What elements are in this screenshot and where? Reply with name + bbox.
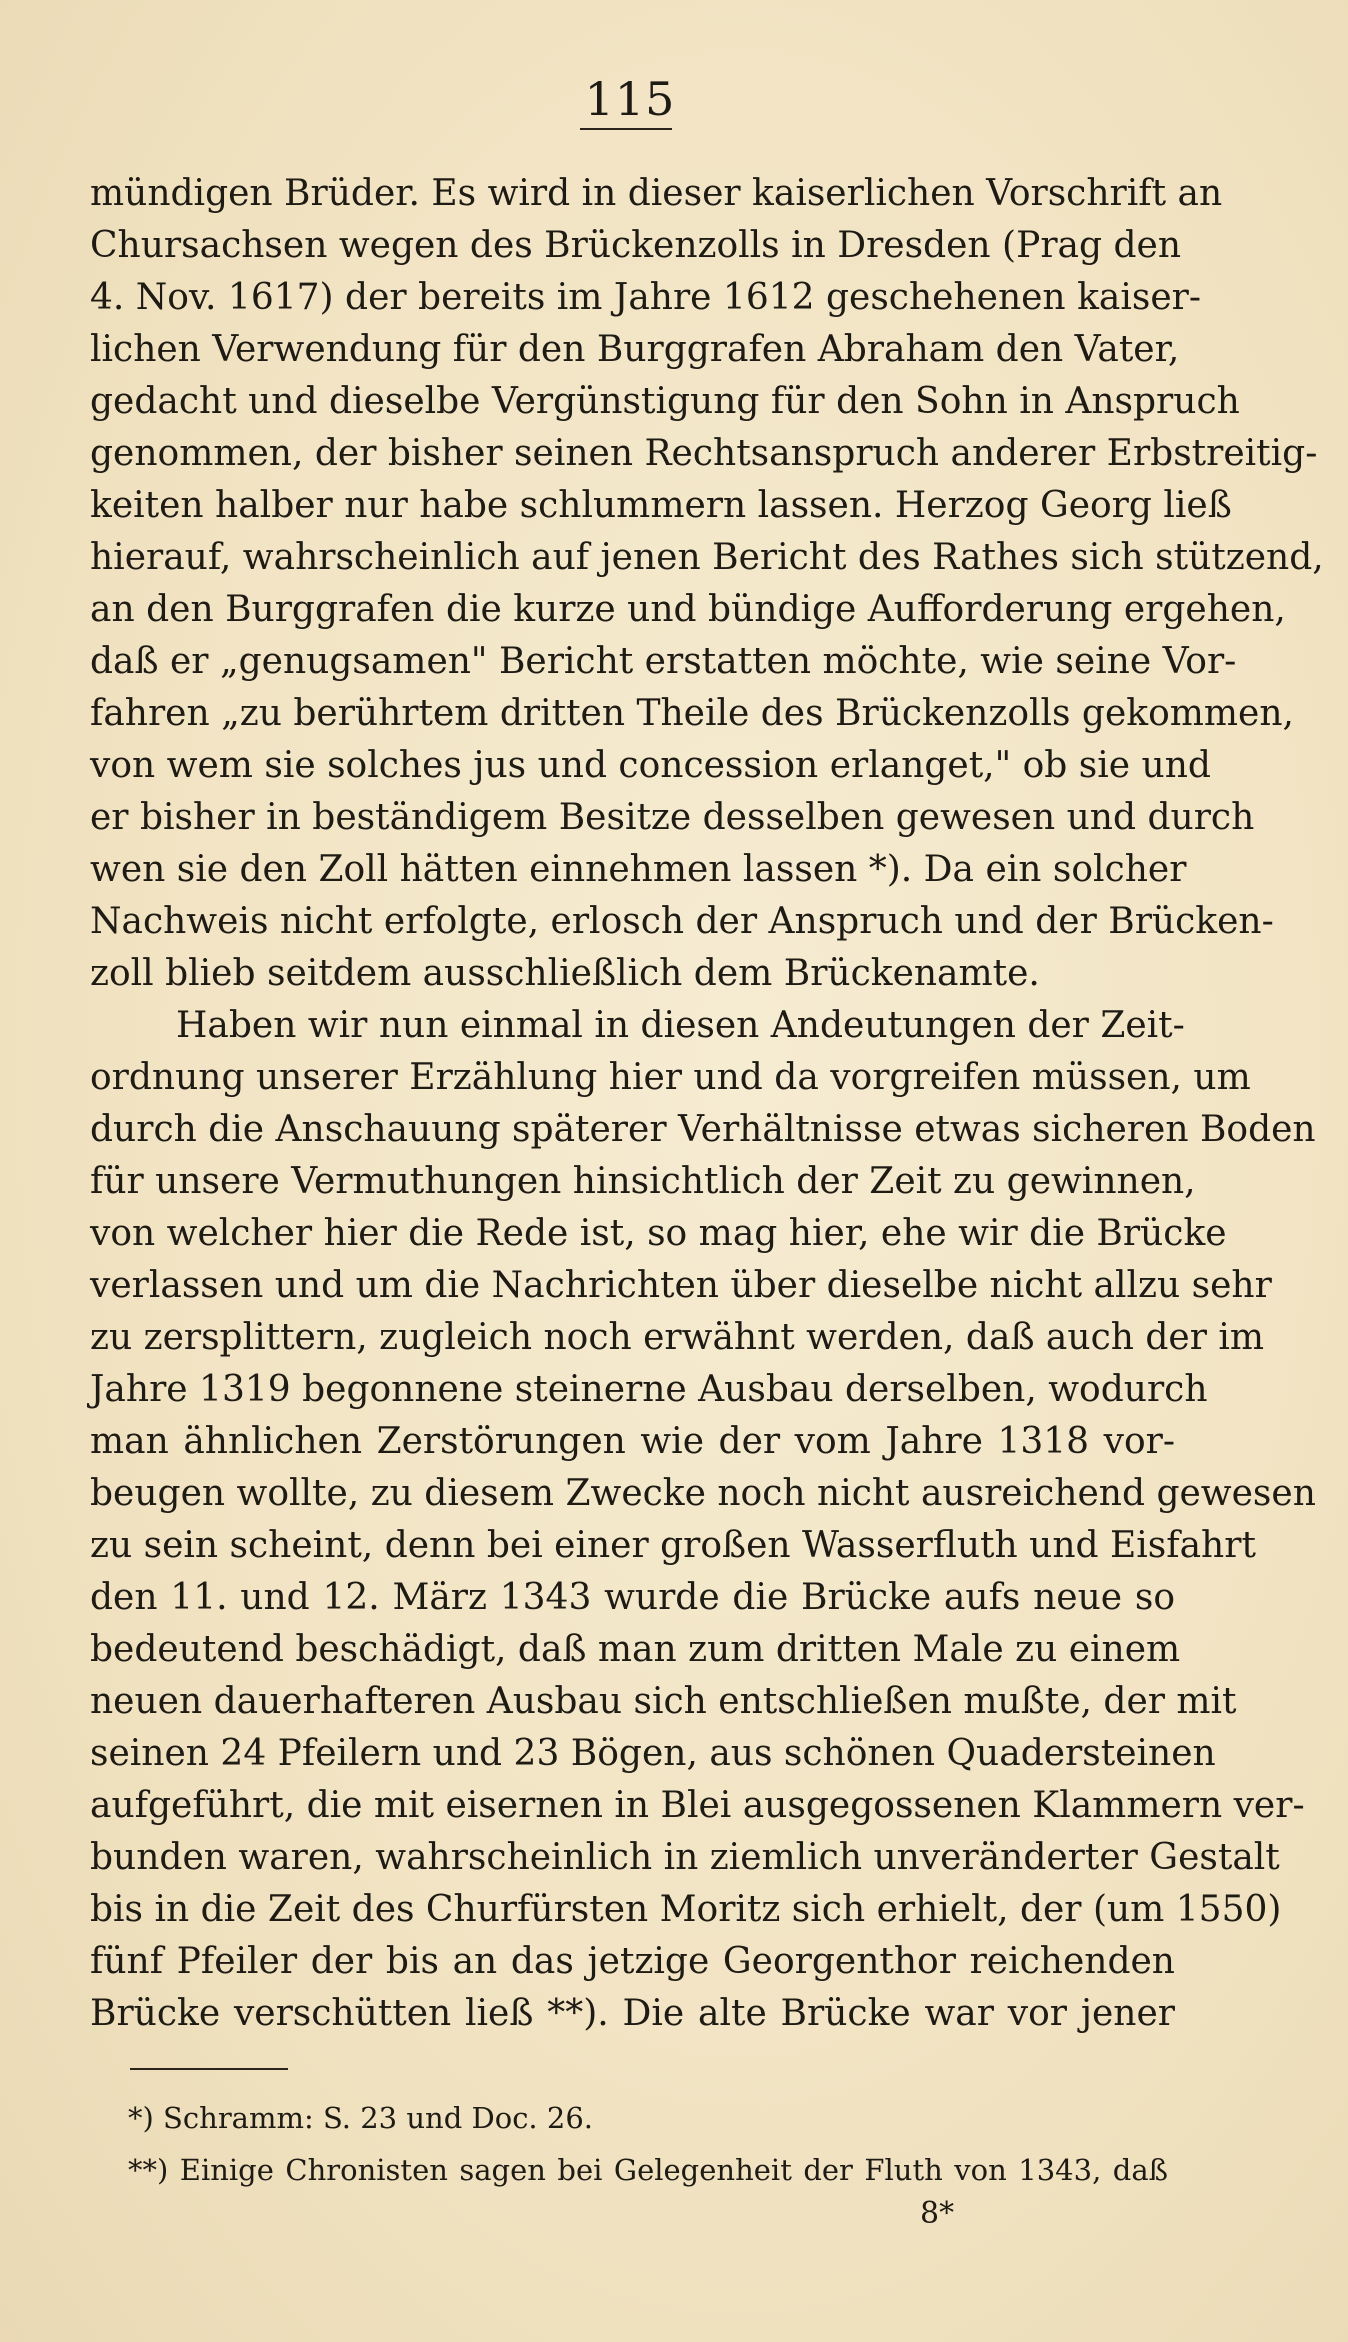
page-number: 115: [584, 72, 676, 126]
footnotes: [128, 2092, 1168, 2196]
footnote: *) Schramm: S. 23 und Doc. 26.: [128, 2101, 593, 2135]
text-line: ordnung unserer Erzählung hier und da vorgreifen müssen, um: [90, 1057, 1251, 1098]
text-line: zu sein scheint, denn bei einer großen Wasserfluth und Eisfahrt: [90, 1525, 1256, 1566]
text-line: daß er „genugsamen" Bericht erstatten möchte, wie seine Vor-: [90, 641, 1237, 682]
text-line: keiten halber nur habe schlummern lassen. Herzog Georg ließ: [90, 485, 1232, 526]
text-line: Brücke verschütten ließ **). Die alte Brücke war vor jener: [90, 1993, 1175, 2034]
text-line: bis in die Zeit des Churfürsten Moritz sich erhielt, der (um 1550): [90, 1889, 1282, 1930]
text-line: zu zersplittern, zugleich noch erwähnt werden, daß auch der im: [90, 1317, 1265, 1358]
footnote: **) Einige Chronisten sagen bei Gelegenheit der Fluth von 1343, daß: [128, 2153, 1168, 2187]
text-line: an den Burggrafen die kurze und bündige Aufforderung ergehen,: [90, 589, 1286, 630]
paragraph-start-line: Haben wir nun einmal in diesen Andeutungen der Zeit-: [176, 1005, 1185, 1046]
text-line: Chursachsen wegen des Brückenzolls in Dresden (Prag den: [90, 225, 1182, 266]
text-line: bedeutend beschädigt, daß man zum dritten Male zu einem: [90, 1629, 1181, 1670]
text-line: fünf Pfeiler der bis an das jetzige Georgenthor reichenden: [90, 1941, 1175, 1982]
text-line: seinen 24 Pfeilern und 23 Bögen, aus schönen Quadersteinen: [90, 1733, 1216, 1774]
text-line: fahren „zu berührtem dritten Theile des Brückenzolls gekommen,: [90, 693, 1294, 734]
text-line: beugen wollte, zu diesem Zwecke noch nicht ausreichend gewesen: [90, 1473, 1316, 1514]
text-line: neuen dauerhafteren Ausbau sich entschließen mußte, der mit: [90, 1681, 1237, 1722]
text-line: wen sie den Zoll hätten einnehmen lassen *). Da ein solcher: [90, 849, 1187, 890]
text-line: 4. Nov. 1617) der bereits im Jahre 1612 geschehenen kaiser-: [90, 277, 1202, 318]
page-number-rule: [580, 128, 672, 130]
text-line: von wem sie solches jus und concession erlanget," ob sie und: [90, 745, 1211, 786]
text-line: verlassen und um die Nachrichten über dieselbe nicht allzu sehr: [90, 1265, 1272, 1306]
text-line: den 11. und 12. März 1343 wurde die Brücke aufs neue so: [90, 1577, 1175, 1618]
text-line: man ähnlichen Zerstörungen wie der vom Jahre 1318 vor-: [90, 1421, 1175, 1462]
text-line: durch die Anschauung späterer Verhältnisse etwas sicheren Boden: [90, 1109, 1316, 1150]
text-line: gedacht und dieselbe Vergünstigung für den Sohn in Anspruch: [90, 381, 1240, 422]
text-line: Jahre 1319 begonnene steinerne Ausbau derselben, wodurch: [90, 1369, 1208, 1410]
footnote-separator: [130, 2068, 288, 2070]
signature-mark: 8*: [920, 2196, 955, 2231]
text-line: hierauf, wahrscheinlich auf jenen Bericht des Rathes sich stützend,: [90, 537, 1324, 578]
body-text: [90, 168, 1324, 2040]
text-line: aufgeführt, die mit eisernen in Blei ausgegossenen Klammern ver-: [90, 1785, 1305, 1826]
text-line: genommen, der bisher seinen Rechtsanspruch anderer Erbstreitig-: [90, 433, 1318, 474]
text-line: für unsere Vermuthungen hinsichtlich der Zeit zu gewinnen,: [90, 1161, 1196, 1202]
text-line: Nachweis nicht erfolgte, erlosch der Anspruch und der Brücken-: [90, 901, 1274, 942]
text-line: mündigen Brüder. Es wird in dieser kaiserlichen Vorschrift an: [90, 173, 1223, 214]
text-line: lichen Verwendung für den Burggrafen Abraham den Vater,: [90, 329, 1180, 370]
text-line: er bisher in beständigem Besitze desselben gewesen und durch: [90, 797, 1255, 838]
text-line: von welcher hier die Rede ist, so mag hier, ehe wir die Brücke: [90, 1213, 1227, 1254]
text-line: bunden waren, wahrscheinlich in ziemlich unveränderter Gestalt: [90, 1837, 1280, 1878]
paragraph-end-line: zoll blieb seitdem ausschließlich dem Brückenamte.: [90, 953, 1040, 994]
